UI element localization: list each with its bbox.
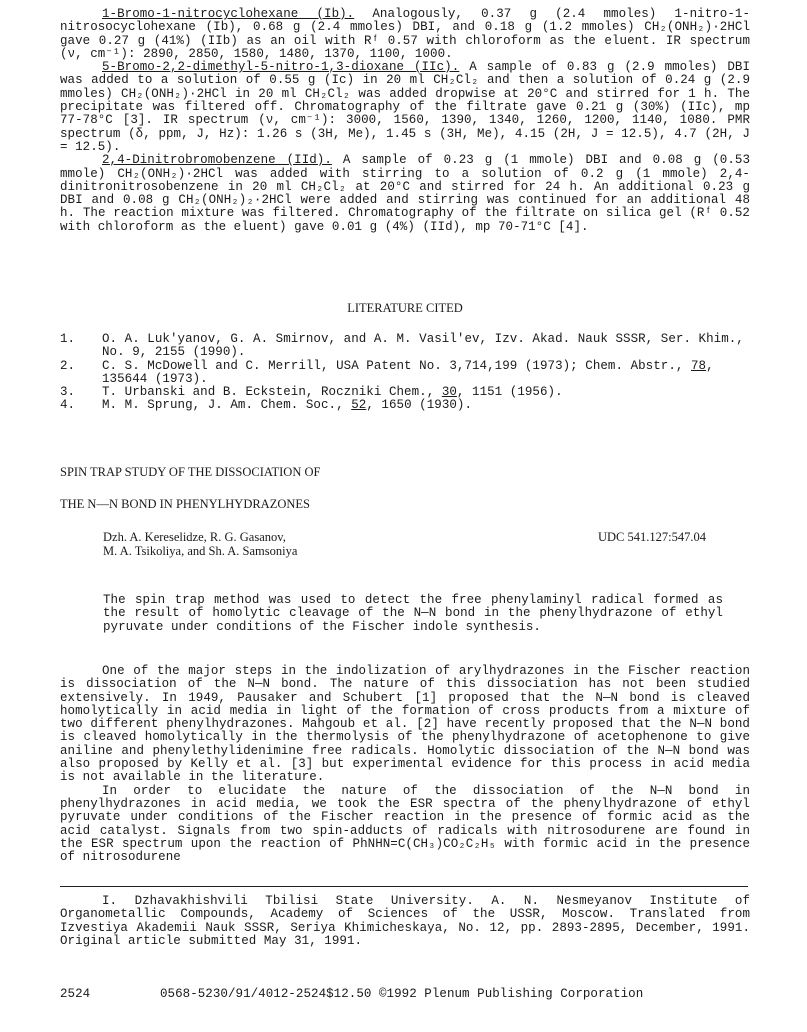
footnote-divider: [60, 886, 748, 887]
udc-code: UDC 541.127:547.04: [598, 530, 706, 544]
reference-number: 1.: [60, 332, 76, 346]
reference-text-part: T. Urbanski and B. Eckstein, Roczniki Chem.,: [102, 385, 442, 400]
article-title-line-1: SPIN TRAP STUDY OF THE DISSOCIATION OF: [60, 465, 321, 479]
literature-heading: LITERATURE CITED: [347, 301, 463, 315]
reference-text: [102, 399, 750, 412]
abstract: The spin trap method was used to detect the free phenylaminyl radical formed as the result of homolytic cleavage of the N—N bond in the phenylhydrazone of ethyl pyruvate under conditions of the Fischer indole synthesis.: [103, 593, 723, 634]
reference-number: 2.: [60, 358, 76, 373]
reference-volume: 52: [351, 398, 367, 413]
compound-heading-ib: 1-Bromo-1-nitrocyclohexane (Ib).: [102, 7, 355, 21]
reference-text-part: M. M. Sprung, J. Am. Chem. Soc.,: [102, 398, 352, 413]
paragraph-iic: [60, 61, 750, 154]
body-paragraph-2: In order to elucidate the nature of the dissociation of the N—N bond in phenylhydrazones in acid media, we took the ESR spectra of the phenylhydrazone of ethyl pyruvate under conditions of the Fischer reaction in the presence of formic acid as the acid catalyst. Signals from two spin-adducts of radicals with nitrosodurene are found in the ESR spectrum upon the reaction of PhNHN=C(CH₃)CO₂C₂H₅ with formic acid in the presence of nitrosodurene: [60, 783, 750, 865]
reference-number: 4.: [60, 398, 76, 413]
article-body: [60, 665, 750, 864]
reference-text-part: , 1151 (1956).: [456, 385, 563, 400]
article-title-line-2: THE N—N BOND IN PHENYLHYDRAZONES: [60, 497, 310, 511]
reference-item: [60, 386, 750, 399]
page-number: 2524: [60, 987, 91, 1001]
reference-list: [60, 333, 750, 413]
paragraph-iid: [60, 154, 750, 234]
authors-line-2: M. A. Tsikoliya, and Sh. A. Samsoniya: [103, 544, 298, 558]
compound-heading-iid: 2,4-Dinitrobromobenzene (IId).: [102, 153, 332, 168]
reference-text: O. A. Luk'yanov, G. A. Smirnov, and A. M. Vasil'ev, Izv. Akad. Nauk SSSR, Ser. Khim., No. 9, 2155 (1990).: [102, 332, 744, 360]
paragraph-iic-text: A sample of 0.83 g (2.9 mmoles) DBI was added to a solution of 0.55 g (Ic) in 20 ml CH₂Cl₂ and then a solution of 0.24 g (2.9 mmoles) CH₂(ONH₂)·2HCl in 20 ml CH₂Cl₂ was added dropwise at 20°C and stirred for 1 h. The precipitate was filtered off. Chromatography of the filtrate gave 0.21 g (30%) (IIc), mp 77-78°C [3]. IR spectrum (ν, cm⁻¹): 3000, 1560, 1390, 1340, 1260, 1200, 1140, 1080. PMR spectrum (δ, ppm, J, Hz): 1.26 s (3H, Me), 1.45 s (3H, Me), 4.15 (2H, J = 12.5), 4.7 (2H, J = 12.5).: [60, 60, 750, 154]
authors-line-1: Dzh. A. Kereselidze, R. G. Gasanov,: [103, 530, 286, 544]
compound-heading-iic: 5-Bromo-2,2-dimethyl-5-nitro-1,3-dioxane (IIc).: [102, 60, 460, 75]
reference-volume: 78: [691, 358, 707, 373]
author-list: [103, 530, 297, 558]
reference-text-part: C. S. McDowell and C. Merrill, USA Patent No. 3,714,199 (1973); Chem. Abstr.,: [102, 358, 691, 373]
copyright-line: 0568-5230/91/4012-2524$12.50 ©1992 Plenum Publishing Corporation: [160, 987, 644, 1001]
body-paragraph-1: One of the major steps in the indolization of arylhydrazones in the Fischer reaction is dissociation of the N—N bond. The nature of this dissociation has not been studied extensively. In 1949, Pausaker and Schubert [1] proposed that the N—N bond is cleaved homolytically in acid media in light of the formation of cross products from a mixture of two different phenylhydrazones. Mahgoub et al. [2] have recently proposed that the N—N bond is cleaved homolytically in the thermolysis of the phenylhydrazone of acetophenone to give aniline and phenylethylidenimine free radicals. Homolytic dissociation of the N—N bond was also proposed by Kelly et al. [3] but experimental evidence for this process in acid media is not available in the literature.: [60, 664, 750, 785]
reference-text: [102, 360, 750, 387]
paragraph-iid-text: A sample of 0.23 g (1 mmole) DBI and 0.08 g (0.53 mmole) CH₂(ONH₂)·2HCl was added with stirring to a solution of 0.2 g (1 mmole) 2,4-dinitronitrosobenzene in 20 ml CH₂Cl₂ at 20°C and stirred for 24 h. An additional 0.23 g DBI and 0.08 g CH₂(ONH₂)₂·2HCl were added and stirring was continued for an additional 48 h. The reaction mixture was filtered. Chromatography of the filtrate on silica gel (Rᶠ 0.52 with chloroform as the eluent) gave 0.01 g (4%) (IId), mp 70-71°C [4].: [60, 153, 750, 234]
experimental-section: [60, 8, 750, 234]
reference-item: [60, 399, 750, 412]
reference-item: [60, 333, 750, 360]
reference-number: 3.: [60, 385, 76, 400]
reference-text: [102, 386, 750, 399]
reference-volume: 30: [441, 385, 457, 400]
reference-item: [60, 360, 750, 387]
paragraph-ib: [60, 8, 750, 61]
paragraph-ib-text: Analogously, 0.37 g (2.4 mmoles) 1-nitro-1-nitrosocyclohexane (Ib), 0.68 g (2.4 mmoles) DBI, and 0.18 g (1.2 mmoles) CH₂(ONH₂)·2HCl gave 0.27 g (41%) (IIb) as an oil with Rᶠ 0.57 with chloroform as the eluent. IR spectrum (ν, cm⁻¹): 2890, 2850, 1580, 1480, 1370, 1100, 1000.: [60, 7, 750, 61]
footnote: I. Dzhavakhishvili Tbilisi State University. A. N. Nesmeyanov Institute of Organometallic Compounds, Academy of Sciences of the USSR, Moscow. Translated from Izvestiya Akademii Nauk SSSR, Seriya Khimicheskaya, No. 12, pp. 2893-2895, December, 1991. Original article submitted May 31, 1991.: [60, 894, 750, 948]
reference-text-part: , 135644 (1973).: [102, 358, 714, 386]
reference-text-part: , 1650 (1930).: [366, 398, 473, 413]
